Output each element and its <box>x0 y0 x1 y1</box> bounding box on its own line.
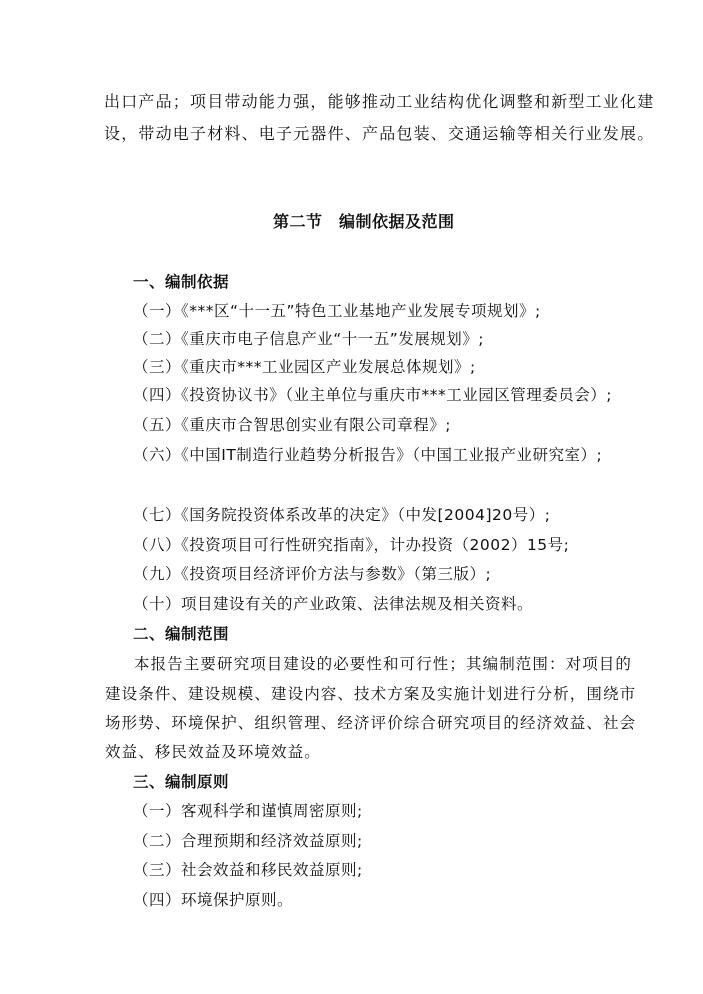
intro-line-2: 设，带动电子材料、电子元器件、产品包装、交通运输等相关行业发展。 <box>104 124 655 143</box>
scope-line-2: 建设条件、建设规模、建设内容、技术方案及实施计划进行分析，围绕市 <box>105 685 637 703</box>
basis-item-4: （四）《投资协议书》（业主单位与重庆市***工业园区管理委员会）; <box>133 386 612 404</box>
section-title: 第二节 编制依据及范围 <box>273 212 455 231</box>
intro-line-1: 出口产品；项目带动能力强，能够推动工业结构优化调整和新型工业化建 <box>104 92 655 111</box>
basis-item-5: （五）《重庆市合智思创实业有限公司章程》; <box>133 416 451 434</box>
principles-item-1: （一）客观科学和谨慎周密原则; <box>133 802 363 820</box>
scope-heading: 二、编制范围 <box>133 625 230 643</box>
scope-line-4: 效益、移民效益及环境效益。 <box>105 743 321 761</box>
basis-item-7: （七）《国务院投资体系改革的决定》（中发[2004]20号）; <box>133 506 551 524</box>
basis-item-10: （十）项目建设有关的产业政策、法律法规及相关资料。 <box>133 595 534 613</box>
basis-heading: 一、编制依据 <box>133 273 230 291</box>
basis-item-3: （三）《重庆市***工业园区产业发展总体规划》; <box>133 358 476 376</box>
principles-item-4: （四）环境保护原则。 <box>133 891 294 909</box>
scope-line-1: 本报告主要研究项目建设的必要性和可行性；其编制范围：对项目的 <box>134 655 633 673</box>
principles-heading: 三、编制原则 <box>133 773 230 791</box>
principles-item-3: （三）社会效益和移民效益原则; <box>133 861 363 879</box>
basis-item-9: （九）《投资项目经济评价方法与参数》（第三版）; <box>133 565 492 583</box>
basis-item-8: （八）《投资项目可行性研究指南》，计办投资（2002）15号; <box>133 536 570 554</box>
basis-item-1: （一）《***区“十一五”特色工业基地产业发展专项规划》; <box>133 302 541 320</box>
basis-item-2: （二）《重庆市电子信息产业“十一五”发展规划》; <box>133 330 485 348</box>
scope-line-3: 场形势、环境保护、组织管理、经济评价综合研究项目的经济效益、社会 <box>105 714 637 732</box>
principles-item-2: （二）合理预期和经济效益原则; <box>133 832 363 850</box>
basis-item-6: （六）《中国IT制造行业趋势分析报告》（中国工业报产业研究室）; <box>133 446 603 464</box>
